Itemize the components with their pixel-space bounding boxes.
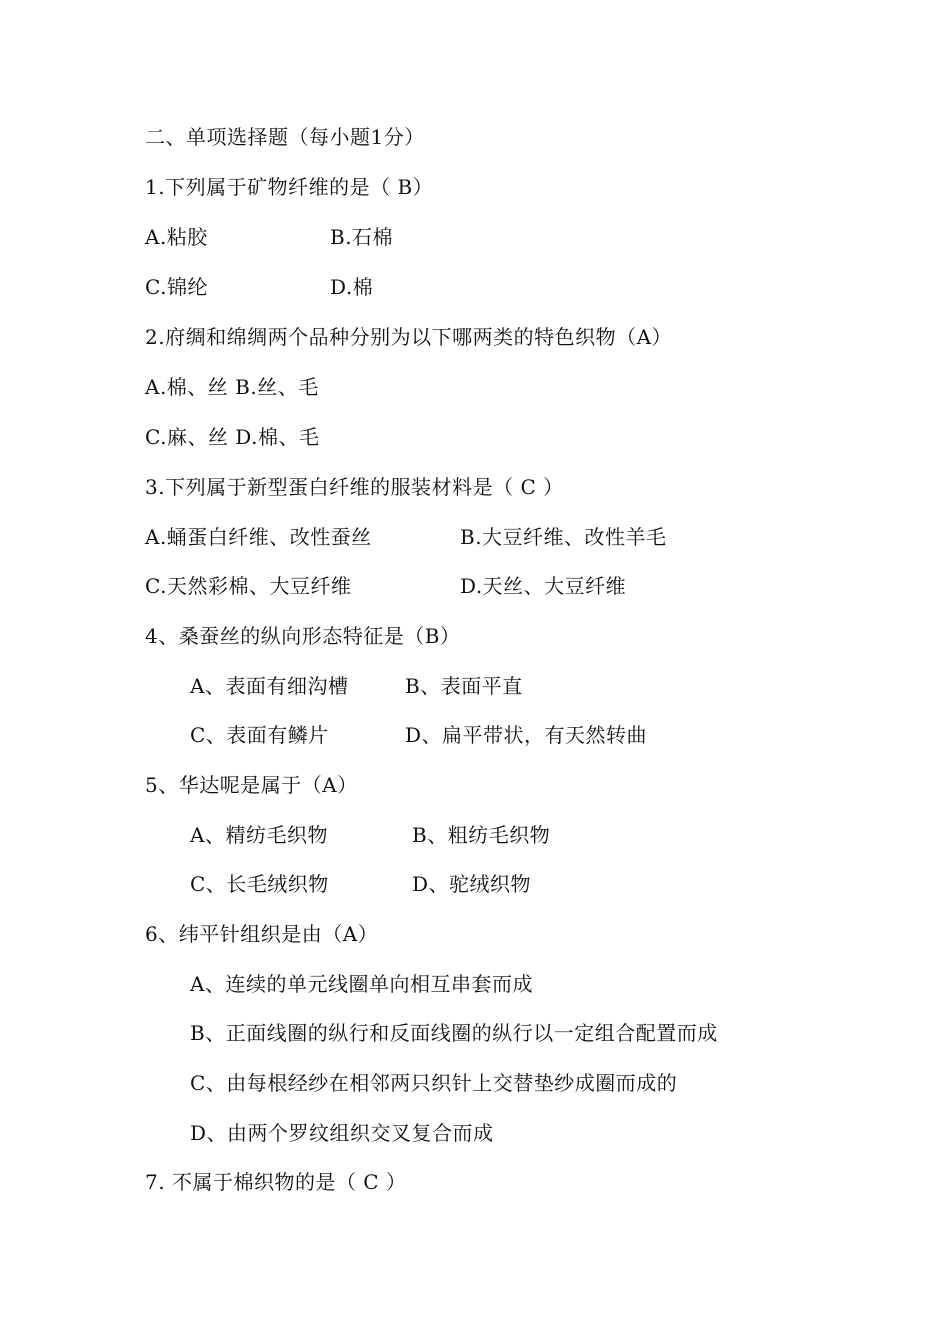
q2-options-row-2: C.麻、丝 D.棉、毛 (145, 425, 320, 449)
q4-option-a: A、表面有细沟槽 (190, 674, 349, 698)
q6-option-a: A、连续的单元线圈单向相互串套而成 (190, 972, 533, 996)
question-3-stem: 3.下列属于新型蛋白纤维的服装材料是（ C ） (145, 475, 564, 499)
q1-option-a: A.粘胶 (145, 225, 208, 249)
q4-option-b: B、表面平直 (405, 674, 523, 698)
q5-option-d: D、驼绒织物 (412, 872, 532, 896)
question-7-stem: 7. 不属于棉织物的是（ C ） (145, 1170, 407, 1194)
question-4-stem: 4、桑蚕丝的纵向形态特征是（B） (145, 624, 461, 648)
q4-option-c: C、表面有鳞片 (190, 723, 329, 747)
question-5-stem: 5、华达呢是属于（A） (145, 773, 358, 797)
q1-option-d: D.棉 (330, 275, 374, 299)
q5-option-b: B、粗纺毛织物 (412, 823, 551, 847)
question-6-stem: 6、纬平针组织是由（A） (145, 922, 379, 946)
q6-option-d: D、由两个罗纹组织交叉复合而成 (190, 1121, 494, 1145)
q2-options-row-1: A.棉、丝 B.丝、毛 (145, 375, 319, 399)
q4-option-d: D、扁平带状，有天然转曲 (405, 723, 648, 747)
q1-option-b: B.石棉 (330, 225, 394, 249)
q1-option-c: C.锦纶 (145, 275, 208, 299)
q3-option-c: C.天然彩棉、大豆纤维 (145, 574, 352, 598)
q5-option-a: A、精纺毛织物 (190, 823, 328, 847)
q3-option-d: D.天丝、大豆纤维 (460, 574, 627, 598)
question-2-stem: 2.府绸和绵绸两个品种分别为以下哪两类的特色织物（A） (145, 325, 673, 349)
q6-option-c: C、由每根经纱在相邻两只织针上交替垫纱成圈而成的 (190, 1071, 678, 1095)
question-1-stem: 1.下列属于矿物纤维的是（ B） (145, 175, 434, 199)
q3-option-a: A.蛹蛋白纤维、改性蚕丝 (145, 525, 372, 549)
q5-option-c: C、长毛绒织物 (190, 872, 329, 896)
section-heading: 二、单项选择题（每小题1分） (145, 125, 425, 149)
q3-option-b: B.大豆纤维、改性羊毛 (460, 525, 667, 549)
q6-option-b: B、正面线圈的纵行和反面线圈的纵行以一定组合配置而成 (190, 1021, 718, 1045)
